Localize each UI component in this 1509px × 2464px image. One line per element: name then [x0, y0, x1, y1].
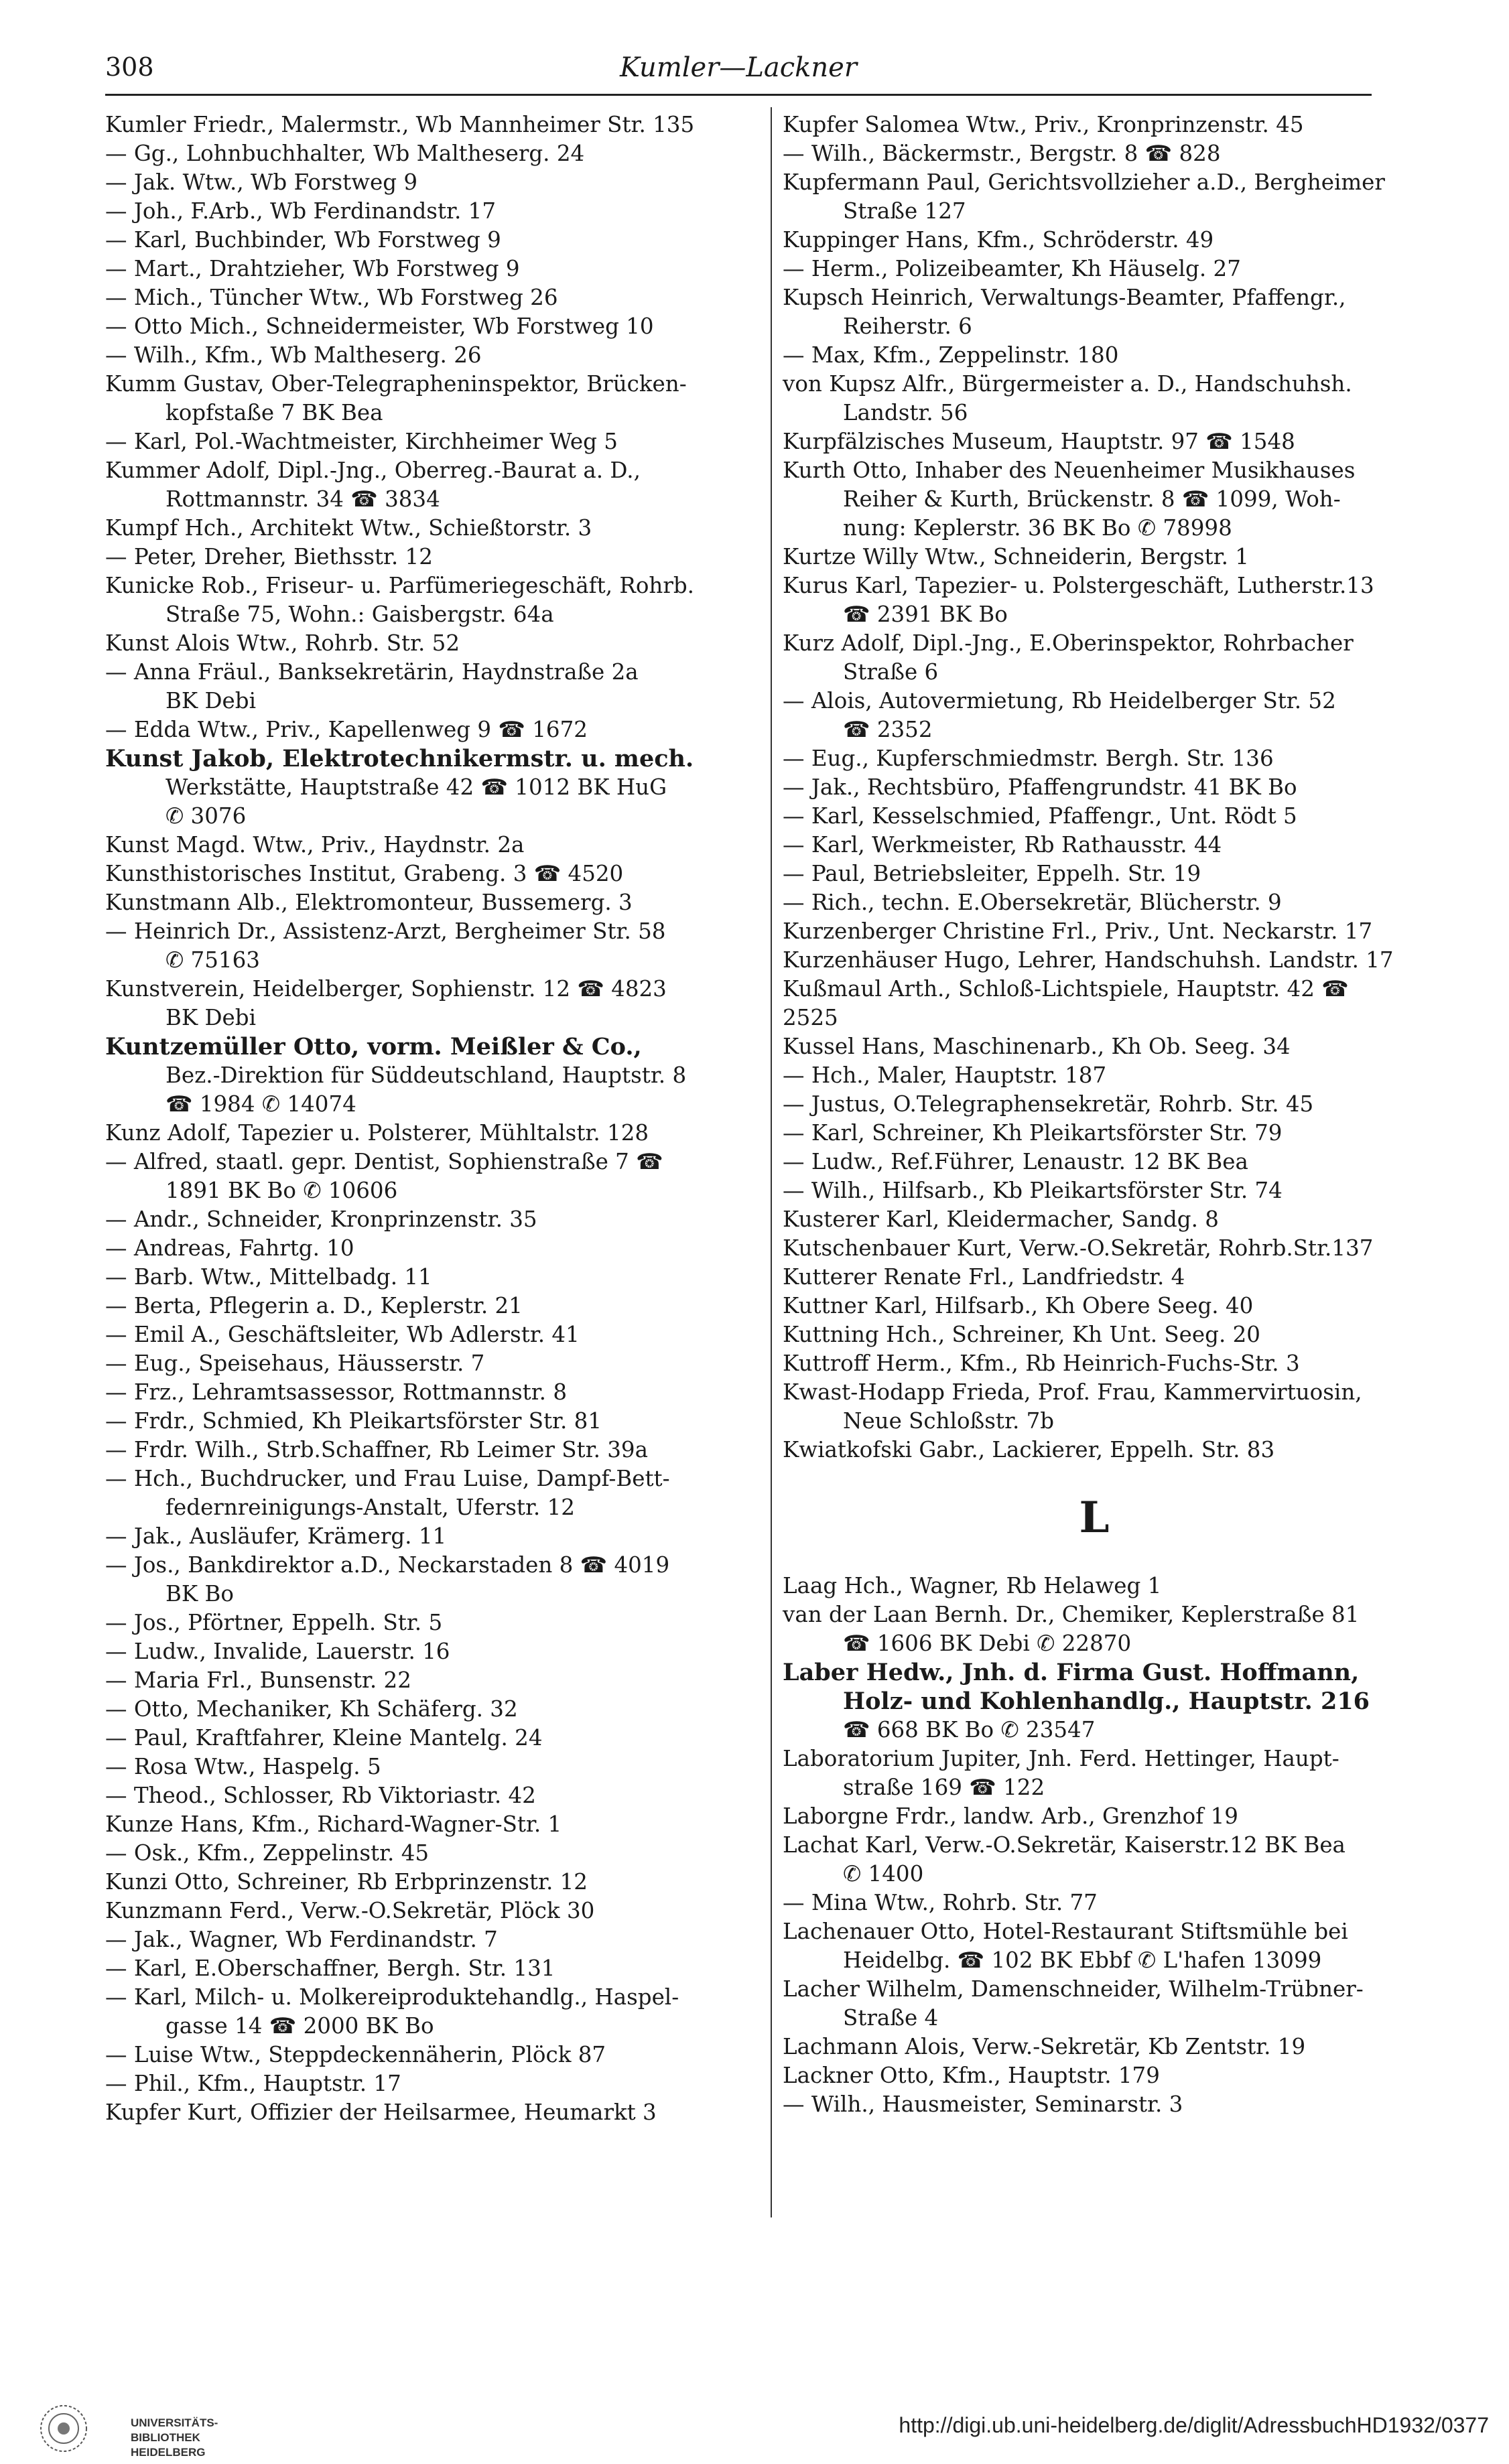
directory-column-right [783, 111, 1406, 2119]
library-logo-text [131, 2416, 218, 2460]
directory-entry: Kurtze Willy Wtw., Schneiderin, Bergstr. 1 [783, 544, 1249, 569]
directory-entry: — Otto, Mechaniker, Kh Schäferg. 32 [105, 1696, 518, 1722]
entry-continuation-line: ☎ 2391 BK Bo [843, 602, 1008, 627]
logo-line: UNIVERSITÄTS- [131, 2416, 218, 2429]
entry-continuation-line: ☎ 1606 BK Debi ✆ 22870 [843, 1631, 1132, 1656]
directory-entry: Lackner Otto, Kfm., Hauptstr. 179 [783, 2063, 1160, 2088]
directory-entry: Laborgne Frdr., landw. Arb., Grenzhof 19 [783, 1803, 1238, 1829]
page-header [105, 52, 1372, 86]
directory-entry: Kummer Adolf, Dipl.-Jng., Oberreg.-Baurat a. D., [105, 458, 641, 483]
page-footer [0, 2385, 1509, 2464]
entry-continuation-line: Reiher & Kurth, Brückenstr. 8 ☎ 1099, Woh- [843, 486, 1341, 512]
directory-entry: Kurth Otto, Inhaber des Neuenheimer Musikhauses [783, 458, 1356, 483]
directory-entry: Kunz Adolf, Tapezier u. Polsterer, Mühltalstr. 128 [105, 1120, 649, 1146]
directory-entry: — Otto Mich., Schneidermeister, Wb Forstweg 10 [105, 314, 654, 339]
directory-entry: Kurzenhäuser Hugo, Lehrer, Handschuhsh. Landstr. 17 [783, 947, 1394, 973]
directory-entry: Kwiatkofski Gabr., Lackierer, Eppelh. Str. 83 [783, 1437, 1275, 1462]
directory-entry: van der Laan Bernh. Dr., Chemiker, Keplerstraße 81 [783, 1602, 1360, 1627]
directory-entry: Kunst Magd. Wtw., Priv., Haydnstr. 2a [105, 832, 525, 858]
directory-entry: Kupfer Kurt, Offizier der Heilsarmee, Heumarkt 3 [105, 2100, 657, 2125]
directory-entry: — Maria Frl., Bunsenstr. 22 [105, 1667, 411, 1693]
directory-entry: Kunzi Otto, Schreiner, Rb Erbprinzenstr. 12 [105, 1869, 588, 1895]
directory-entry: Kuttning Hch., Schreiner, Kh Unt. Seeg. 20 [783, 1322, 1260, 1347]
directory-entry: Kupfermann Paul, Gerichtsvollzieher a.D., Bergheimer [783, 169, 1385, 195]
entry-continuation-line: Reiherstr. 6 [843, 314, 972, 339]
entry-continuation-line: gasse 14 ☎ 2000 BK Bo [166, 2013, 434, 2039]
directory-entry: — Frdr. Wilh., Strb.Schaffner, Rb Leimer Str. 39a [105, 1437, 648, 1462]
logo-line: BIBLIOTHEK [131, 2431, 200, 2444]
directory-entry: — Jak., Rechtsbüro, Pfaffengrundstr. 41 BK Bo [783, 774, 1297, 800]
directory-entry: Kurz Adolf, Dipl.-Jng., E.Oberinspektor, Rohrbacher [783, 630, 1354, 656]
directory-entry: — Mina Wtw., Rohrb. Str. 77 [783, 1890, 1098, 1915]
entry-continuation-line: BK Debi [166, 688, 256, 713]
directory-entry: Kurpfälzisches Museum, Hauptstr. 97 ☎ 1548 [783, 429, 1295, 454]
directory-entry: — Luise Wtw., Steppdeckennäherin, Plöck 87 [105, 2042, 606, 2067]
directory-entry: — Edda Wtw., Priv., Kapellenweg 9 ☎ 1672 [105, 717, 588, 742]
directory-entry: — Mart., Drahtzieher, Wb Forstweg 9 [105, 256, 520, 281]
entry-continuation-line: ✆ 75163 [166, 947, 260, 973]
directory-entry: — Wilh., Hausmeister, Seminarstr. 3 [783, 2092, 1183, 2117]
directory-entry: Kunzmann Ferd., Verw.-O.Sekretär, Plöck 30 [105, 1898, 595, 1923]
directory-entry: — Alois, Autovermietung, Rb Heidelberger Str. 52 [783, 688, 1336, 713]
directory-entry: Kunicke Rob., Friseur- u. Parfümeriegeschäft, Rohrb. [105, 573, 694, 598]
entry-continuation-line: Straße 75, Wohn.: Gaisbergstr. 64a [166, 602, 554, 627]
directory-entry: — Anna Fräul., Banksekretärin, Haydnstraße 2a [105, 659, 639, 685]
directory-entry: — Wilh., Hilfsarb., Kb Pleikartsförster Str. 74 [783, 1178, 1283, 1203]
directory-entry: — Karl, Kesselschmied, Pfaffengr., Unt. Rödt 5 [783, 803, 1297, 829]
directory-entry: — Karl, Milch- u. Molkereiproduktehandlg., Haspel- [105, 1984, 679, 2010]
library-logo [37, 2392, 218, 2459]
directory-entry: Kutterer Renate Frl., Landfriedstr. 4 [783, 1264, 1185, 1290]
directory-entry: — Wilh., Kfm., Wb Maltheserg. 26 [105, 342, 482, 368]
directory-entry: — Jos., Pförtner, Eppelh. Str. 5 [105, 1610, 443, 1635]
directory-entry: Kunze Hans, Kfm., Richard-Wagner-Str. 1 [105, 1811, 562, 1837]
directory-entry: Lachenauer Otto, Hotel-Restaurant Stiftsmühle bei [783, 1919, 1348, 1944]
directory-entry: — Karl, Schreiner, Kh Pleikartsförster Str. 79 [783, 1120, 1283, 1146]
logo-line: HEIDELBERG [131, 2446, 206, 2459]
directory-entry: — Osk., Kfm., Zeppelinstr. 45 [105, 1840, 430, 1866]
directory-entry: Kuntzemüller Otto, vorm. Meißler & Co., [105, 1033, 642, 1060]
header-rule [105, 94, 1372, 96]
source-url-link[interactable]: http://digi.ub.uni-heidelberg.de/diglit/AdressbuchHD1932/0377 [899, 2413, 1489, 2437]
entry-continuation-line: BK Bo [166, 1581, 234, 1606]
directory-entry: — Wilh., Bäckermstr., Bergstr. 8 ☎ 828 [783, 141, 1221, 166]
directory-entry: — Jos., Bankdirektor a.D., Neckarstaden 8 ☎ 4019 [105, 1552, 670, 1578]
directory-entry: Kunsthistorisches Institut, Grabeng. 3 ☎ 4520 [105, 861, 624, 886]
directory-entry: von Kupsz Alfr., Bürgermeister a. D., Handschuhsh. [783, 371, 1352, 397]
directory-entry: — Emil A., Geschäftsleiter, Wb Adlerstr. 41 [105, 1322, 580, 1347]
directory-entry: — Alfred, staatl. gepr. Dentist, Sophienstraße 7 ☎ [105, 1149, 663, 1174]
entry-continuation-line: Heidelbg. ☎ 102 BK Ebbf ✆ L'hafen 13099 [843, 1947, 1322, 1973]
directory-entry: Kunst Jakob, Elektrotechnikermstr. u. mech. [105, 745, 694, 772]
directory-entry: — Karl, E.Oberschaffner, Bergh. Str. 131 [105, 1956, 555, 1981]
directory-entry: — Andreas, Fahrtg. 10 [105, 1235, 354, 1261]
directory-entry: Kwast-Hodapp Frieda, Prof. Frau, Kammervirtuosin, [783, 1379, 1362, 1405]
entry-continuation-line: nung: Keplerstr. 36 BK Bo ✆ 78998 [843, 515, 1232, 541]
directory-entry: — Rich., techn. E.Obersekretär, Blücherstr. 9 [783, 890, 1282, 915]
directory-entry: — Theod., Schlosser, Rb Viktoriastr. 42 [105, 1783, 536, 1808]
entry-continuation-line: kopfstaße 7 BK Bea [166, 400, 383, 425]
directory-entry: — Berta, Pflegerin a. D., Keplerstr. 21 [105, 1293, 523, 1318]
directory-entry: — Hch., Buchdrucker, und Frau Luise, Dampf-Bett- [105, 1466, 670, 1491]
entry-continuation-line: ☎ 1984 ✆ 14074 [166, 1091, 356, 1117]
directory-entry: — Herm., Polizeibeamter, Kh Häuselg. 27 [783, 256, 1241, 281]
entry-continuation-line: Werkstätte, Hauptstraße 42 ☎ 1012 BK HuG [166, 774, 667, 800]
section-letter: L [1079, 1493, 1110, 1543]
directory-entry: — Andr., Schneider, Kronprinzenstr. 35 [105, 1207, 537, 1232]
page-number: 308 [105, 52, 154, 82]
directory-entry: Kutschenbauer Kurt, Verw.-O.Sekretär, Rohrb.Str.137 [783, 1235, 1374, 1261]
directory-entry: — Peter, Dreher, Biethsstr. 12 [105, 544, 433, 569]
directory-entry: — Karl, Pol.-Wachtmeister, Kirchheimer Weg 5 [105, 429, 618, 454]
directory-entry: Kurzenberger Christine Frl., Priv., Unt. Neckarstr. 17 [783, 918, 1373, 944]
directory-entry: Kuppinger Hans, Kfm., Schröderstr. 49 [783, 227, 1214, 253]
directory-entry: — Max, Kfm., Zeppelinstr. 180 [783, 342, 1119, 368]
directory-entry: Kuttner Karl, Hilfsarb., Kh Obere Seeg. 40 [783, 1293, 1254, 1318]
directory-entry: — Paul, Betriebsleiter, Eppelh. Str. 19 [783, 861, 1201, 886]
directory-entry: Laboratorium Jupiter, Jnh. Ferd. Hettinger, Haupt- [783, 1746, 1339, 1771]
running-head: Kumler—Lackner [620, 52, 857, 83]
directory-entry: — Justus, O.Telegraphensekretär, Rohrb. Str. 45 [783, 1091, 1314, 1117]
entry-continuation-line: Straße 6 [843, 659, 939, 685]
directory-entry: Kurus Karl, Tapezier- u. Polstergeschäft, Lutherstr.13 [783, 573, 1374, 598]
directory-column-left [105, 111, 728, 2127]
directory-entry: Kunstmann Alb., Elektromonteur, Bussemerg. 3 [105, 890, 633, 915]
directory-entry: — Eug., Speisehaus, Häusserstr. 7 [105, 1351, 485, 1376]
directory-entry: Kusterer Karl, Kleidermacher, Sandg. 8 [783, 1207, 1219, 1232]
directory-entry: — Ludw., Ref.Führer, Lenaustr. 12 BK Bea [783, 1149, 1248, 1174]
directory-entry: — Jak., Ausläufer, Krämerg. 11 [105, 1523, 447, 1549]
directory-entry: — Heinrich Dr., Assistenz-Arzt, Bergheimer Str. 58 [105, 918, 666, 944]
entry-continuation-line: ✆ 3076 [166, 803, 247, 829]
entry-continuation-line: Landstr. 56 [843, 400, 968, 425]
entry-continuation-line: ☎ 668 BK Bo ✆ 23547 [843, 1717, 1096, 1742]
entry-continuation-line: ✆ 1400 [843, 1861, 924, 1887]
entry-continuation-line: Holz- und Kohlenhandlg., Hauptstr. 216 [843, 1688, 1370, 1715]
entry-continuation-line: straße 169 ☎ 122 [843, 1775, 1045, 1800]
entry-continuation-line: Neue Schloßstr. 7b [843, 1408, 1055, 1434]
directory-entry: Kumpf Hch., Architekt Wtw., Schießtorstr. 3 [105, 515, 592, 541]
directory-entry: — Karl, Buchbinder, Wb Forstweg 9 [105, 227, 501, 253]
directory-entry: — Frdr., Schmied, Kh Pleikartsförster Str. 81 [105, 1408, 602, 1434]
entry-continuation-line: federnreinigungs-Anstalt, Uferstr. 12 [166, 1495, 575, 1520]
directory-entry: Laag Hch., Wagner, Rb Helaweg 1 [783, 1573, 1162, 1598]
directory-entry: — Phil., Kfm., Hauptstr. 17 [105, 2071, 401, 2096]
directory-entry: Kussel Hans, Maschinenarb., Kh Ob. Seeg. 34 [783, 1034, 1291, 1059]
entry-continuation-line: BK Debi [166, 1005, 256, 1030]
entry-continuation-line: Bez.-Direktion für Süddeutschland, Hauptstr. 8 [166, 1063, 687, 1088]
directory-entry: Lachat Karl, Verw.-O.Sekretär, Kaiserstr.12 BK Bea [783, 1832, 1346, 1858]
directory-entry: — Joh., F.Arb., Wb Ferdinandstr. 17 [105, 198, 497, 224]
entry-continuation-line: Straße 127 [843, 198, 966, 224]
directory-entry: Kunst Alois Wtw., Rohrb. Str. 52 [105, 630, 460, 656]
directory-entry: — Barb. Wtw., Mittelbadg. 11 [105, 1264, 432, 1290]
directory-entry: — Jak. Wtw., Wb Forstweg 9 [105, 169, 418, 195]
directory-entry: — Eug., Kupferschmiedmstr. Bergh. Str. 136 [783, 746, 1274, 771]
directory-entry: — Paul, Kraftfahrer, Kleine Mantelg. 24 [105, 1725, 543, 1751]
directory-entry: Kußmaul Arth., Schloß-Lichtspiele, Hauptstr. 42 ☎ 2525 [783, 976, 1349, 1030]
directory-entry: Kupsch Heinrich, Verwaltungs-Beamter, Pfaffengr., [783, 285, 1346, 310]
entry-continuation-line: 1891 BK Bo ✆ 10606 [166, 1178, 398, 1203]
directory-entry: Kumm Gustav, Ober-Telegrapheninspektor, Brücken- [105, 371, 687, 397]
directory-entry: Lacher Wilhelm, Damenschneider, Wilhelm-Trübner- [783, 1976, 1364, 2002]
entry-continuation-line: Straße 4 [843, 2005, 939, 2031]
directory-entry: — Frz., Lehramtsassessor, Rottmannstr. 8 [105, 1379, 568, 1405]
column-divider [771, 107, 772, 2217]
directory-entry: Laber Hedw., Jnh. d. Firma Gust. Hoffmann, [783, 1659, 1360, 1686]
directory-entry: — Rosa Wtw., Haspelg. 5 [105, 1754, 381, 1779]
entry-continuation-line: ☎ 2352 [843, 717, 933, 742]
directory-entry: — Gg., Lohnbuchhalter, Wb Maltheserg. 24 [105, 141, 585, 166]
directory-entry: — Hch., Maler, Hauptstr. 187 [783, 1063, 1107, 1088]
directory-entry: Kunstverein, Heidelberger, Sophienstr. 12 ☎ 4823 [105, 976, 667, 1002]
entry-continuation-line: Rottmannstr. 34 ☎ 3834 [166, 486, 440, 512]
directory-entry: Kuttroff Herm., Kfm., Rb Heinrich-Fuchs-Str. 3 [783, 1351, 1300, 1376]
directory-entry: — Karl, Werkmeister, Rb Rathausstr. 44 [783, 832, 1222, 858]
directory-entry: — Ludw., Invalide, Lauerstr. 16 [105, 1639, 450, 1664]
directory-entry: Lachmann Alois, Verw.-Sekretär, Kb Zentstr. 19 [783, 2034, 1306, 2059]
directory-entry: — Mich., Tüncher Wtw., Wb Forstweg 26 [105, 285, 558, 310]
directory-entry: Kupfer Salomea Wtw., Priv., Kronprinzenstr. 45 [783, 112, 1304, 137]
directory-entry: — Jak., Wagner, Wb Ferdinandstr. 7 [105, 1927, 498, 1952]
directory-entry: Kumler Friedr., Malermstr., Wb Mannheimer Str. 135 [105, 112, 695, 137]
library-logo-icon [37, 2402, 90, 2455]
